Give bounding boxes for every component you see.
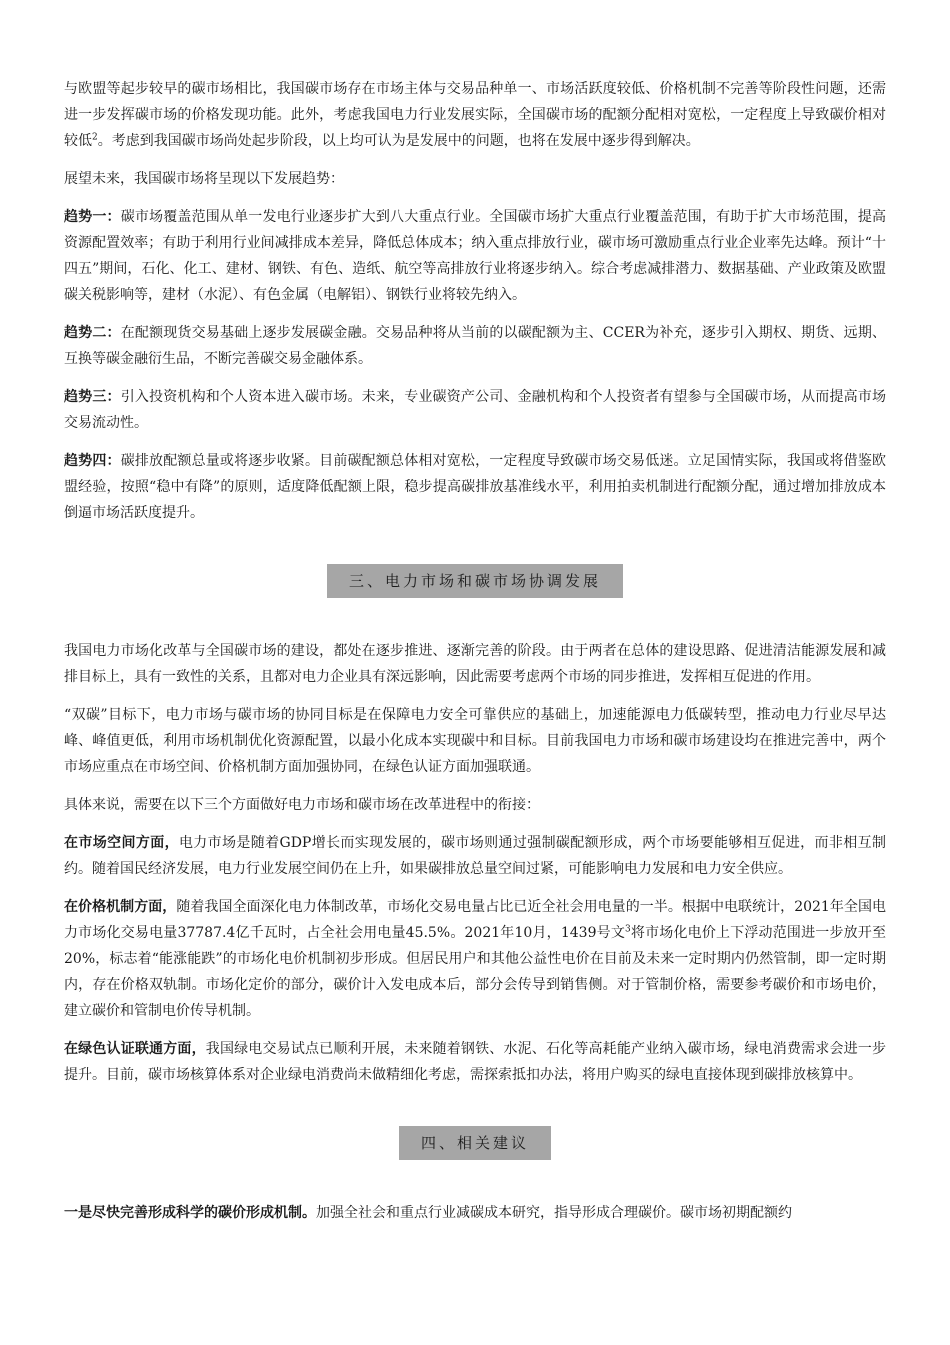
- trend-3-label: 趋势三：: [64, 389, 121, 405]
- recommendation-1-label: 一是尽快完善形成科学的碳价形成机制。: [64, 1205, 316, 1221]
- green-cert-label: 在绿色认证联通方面，: [64, 1041, 206, 1057]
- paragraph-s3-intro: 我国电力市场化改革与全国碳市场的建设，都处在逐步推进、逐渐完善的阶段。由于两者在总体的建设思路、促进清洁能源发展和减排目标上，具有一致性的关系，且都对电力企业具有深远影响，因此需要考虑两个市场的同步推进，发挥相互促进的作用。: [64, 643, 886, 685]
- section-3-heading: 三、电力市场和碳市场协调发展: [327, 564, 623, 598]
- section-4-heading-wrap: [64, 1126, 886, 1160]
- paragraph-recommendation-1: 一是尽快完善形成科学的碳价形成机制。加强全社会和重点行业减碳成本研究，指导形成合理碳价。碳市场初期配额约: [64, 1205, 792, 1221]
- price-mechanism-label: 在价格机制方面，: [64, 899, 177, 915]
- paragraph-s3-dual-carbon: “双碳”目标下，电力市场与碳市场的协同目标是在保障电力安全可靠供应的基础上，加速能源电力低碳转型，推动电力行业尽早达峰、峰值更低，利用市场机制优化资源配置，以最小化成本实现碳中和目标。目前我国电力市场和碳市场建设均在推进完善中，两个市场应重点在市场空间、价格机制方面加强协同，在绿色认证方面加强联通。: [64, 707, 886, 775]
- paragraph-trend-1: 趋势一：碳市场覆盖范围从单一发电行业逐步扩大到八大重点行业。全国碳市场扩大重点行业覆盖范围，有助于扩大市场范围，提高资源配置效率；有助于利用行业间减排成本差异，降低总体成本；纳入重点排放行业，碳市场可激励重点行业企业率先达峰。预计“十四五”期间，石化、化工、建材、钢铁、有色、造纸、航空等高排放行业将逐步纳入。综合考虑减排潜力、数据基础、产业政策及欧盟碳关税影响等，建材（水泥）、有色金属（电解铝）、钢铁行业将较先纳入。: [64, 209, 886, 303]
- paragraph-trend-3: 趋势三：引入投资机构和个人资本进入碳市场。未来，专业碳资产公司、金融机构和个人投资者有望参与全国碳市场，从而提高市场交易流动性。: [64, 389, 886, 431]
- paragraph-trend-2: 趋势二：在配额现货交易基础上逐步发展碳金融。交易品种将从当前的以碳配额为主、CCER为补充，逐步引入期权、期货、远期、互换等碳金融衍生品，不断完善碳交易金融体系。: [64, 325, 886, 367]
- trend-1-label: 趋势一：: [64, 209, 121, 225]
- paragraph-carbon-market-issues: 与欧盟等起步较早的碳市场相比，我国碳市场存在市场主体与交易品种单一、市场活跃度较低、价格机制不完善等阶段性问题，还需进一步发挥碳市场的价格发现功能。此外，考虑我国电力行业发展实际，全国碳市场的配额分配相对宽松，一定程度上导致碳价相对较低$^2$。考虑到我国碳市场尚处起步阶段，以上均可认为是发展中的问题，也将在发展中逐步得到解决。: [64, 81, 886, 149]
- paragraph-green-cert: 在绿色认证联通方面，我国绿电交易试点已顺利开展，未来随着钢铁、水泥、石化等高耗能产业纳入碳市场，绿电消费需求会进一步提升。目前，碳市场核算体系对企业绿电消费尚未做精细化考虑，需探索抵扣办法，将用户购买的绿电直接体现到碳排放核算中。: [64, 1041, 887, 1083]
- trend-4-label: 趋势四：: [64, 453, 121, 469]
- paragraph-price-mechanism: 在价格机制方面，随着我国全面深化电力体制改革，市场化交易电量占比已近全社会用电量的一半。根据中电联统计，2021年全国电力市场化交易电量37787.4亿千瓦时，占全社会用电量45.5%。2021年10月，1439号文$^3$将市场化电价上下浮动范围进一步放开至20%，标志着“能涨能跌”的市场化电价机制初步形成。但居民用户和其他公益性电价在目前及未来一定时期内仍然管制，即一定时期内，存在价格双轨制。市场化定价的部分，碳价计入发电成本后，部分会传导到销售侧。对于管制价格，需要参考碳价和市场电价，建立碳价和管制电价传导机制。: [64, 899, 886, 1019]
- paragraph-trend-4: 趋势四：碳排放配额总量或将逐步收紧。目前碳配额总体相对宽松，一定程度导致碳市场交易低迷。立足国情实际，我国或将借鉴欧盟经验，按照“稳中有降”的原则，适度降低配额上限，稳步提高碳排放基准线水平，利用拍卖机制进行配额分配，通过增加排放成本倒逼市场活跃度提升。: [64, 453, 886, 521]
- market-space-label: 在市场空间方面，: [64, 835, 179, 851]
- footnote-ref-3[interactable]: 3: [625, 924, 631, 935]
- section-4-heading: 四、相关建议: [399, 1126, 551, 1160]
- paragraph-s3-specifics: 具体来说，需要在以下三个方面做好电力市场和碳市场在改革进程中的衔接：: [64, 797, 540, 813]
- section-3-heading-wrap: [64, 564, 886, 598]
- paragraph-market-space: 在市场空间方面，电力市场是随着GDP增长而实现发展的，碳市场则通过强制碳配额形成，两个市场要能够相互促进，而非相互制约。随着国民经济发展，电力行业发展空间仍在上升，如果碳排放总量空间过紧，可能影响电力发展和电力安全供应。: [64, 835, 887, 877]
- trend-2-label: 趋势二：: [64, 325, 121, 341]
- footnote-ref-2[interactable]: 2: [92, 132, 98, 143]
- document-page: [64, 76, 886, 1238]
- paragraph-outlook: 展望未来，我国碳市场将呈现以下发展趋势：: [64, 171, 344, 187]
